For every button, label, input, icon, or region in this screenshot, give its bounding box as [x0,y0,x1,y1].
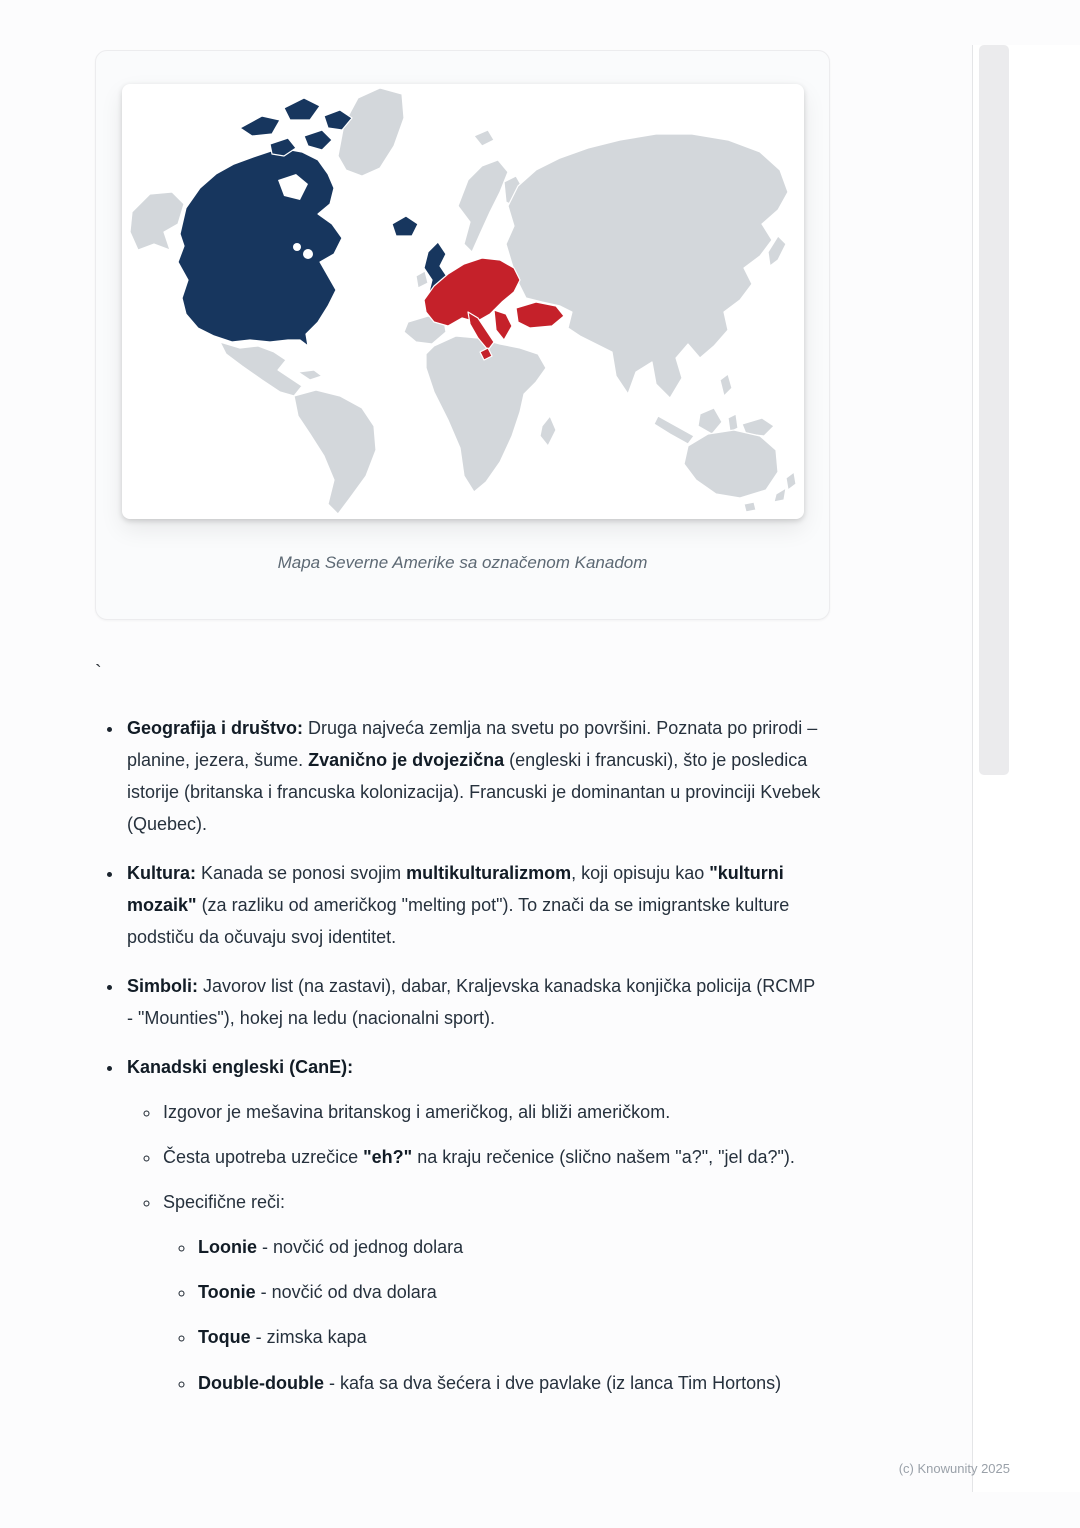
bold-text: Kultura: [127,863,196,884]
text: na kraju rečenice (slično našem "a?", "jel da?"). [412,1147,795,1168]
map-asia [506,134,788,398]
scrollbar-thumb[interactable] [979,45,1009,775]
text: - zimska kapa [250,1327,367,1348]
notes-list-level-1 [95,712,825,1399]
world-map [122,84,804,519]
text: Druga najveća zemlja na svetu po površini. Poznata po prirodi – planine, jezera, šume. [127,718,818,771]
map-new-zealand-north [786,472,796,490]
bold-text: Double-double [198,1372,324,1393]
map-arctic-island-4 [304,130,332,150]
list-item [124,857,825,953]
map-tasmania [744,502,756,512]
text: Kanada se ponosi svojim [196,863,407,884]
bold-text: Loonie [198,1237,257,1258]
map-card [95,50,830,620]
text: Javorov list (na zastavi), dabar, Kraljevska kanadska konjička policija (RCMP - "Mounties"), hokej na ledu (nacionalni sport). [127,976,815,1029]
map-sumatra-java [654,416,694,444]
text: - novčić od jednog dolara [257,1237,464,1258]
map-iceland [392,216,418,236]
text: Specifične reči: [163,1192,286,1213]
map-madagascar [540,416,556,446]
map-scandinavia [458,160,508,252]
notes-list-level-2 [127,1096,825,1398]
text: (engleski i francuski), što je posledica istorije (britanska i francuska kolonizacija). Francuski je dominantan u provinciji Kvebek (Quebec). [127,750,821,835]
map-arctic-island-2 [284,98,320,120]
list-item [161,1186,825,1398]
notes-list-root [95,712,825,1416]
text: Česta upotreba uzrečice [163,1147,364,1168]
notes-list-level-3 [163,1231,825,1398]
map-panel [122,84,804,519]
bold-text: multikulturalizmom [406,863,572,884]
list-item [161,1141,825,1173]
map-caption: Mapa Severne Amerike sa označenom Kanadom [277,553,648,572]
map-region-north-america-highlight [178,98,448,346]
bold-text: "kulturni mozaik" [127,863,784,916]
list-item [161,1096,825,1128]
map-great-lake-2 [293,243,301,251]
map-australia [684,430,778,498]
list-item [196,1276,825,1308]
scrollbar-track [972,45,1080,1492]
list-item [124,1051,825,1398]
text: - novčić od dva dolara [255,1282,437,1303]
list-item [196,1321,825,1353]
copyright-note: (c) Knowunity 2025 [898,1461,1010,1476]
text: , koji opisuju kao [571,863,710,884]
text: - kafa sa dva šećera i dve pavlake (iz lanca Tim Hortons) [323,1372,782,1393]
bold-text: Kanadski engleski (CanE): [127,1057,354,1078]
map-greenland [338,88,404,176]
stray-backtick: ` [95,662,102,684]
bold-text: Geografija i društvo: [127,718,304,738]
map-new-zealand-south [774,488,786,502]
list-item [124,712,825,840]
list-item [196,1367,825,1399]
list-item [124,970,825,1034]
bold-text: Zvanično je dvojezična [308,750,505,771]
text: (za razliku od američkog "melting pot"). To znači da se imigrantske kulture podstiču da očuvaju svoj identitet. [127,895,790,948]
map-balkans-greece [494,310,512,340]
map-canada-usa [178,148,342,346]
map-mexico [220,342,302,396]
bold-text: Simboli: [127,976,198,997]
map-ireland [416,271,428,288]
bold-text: "eh?" [363,1147,413,1168]
bold-text: Toonie [198,1282,256,1303]
map-great-lake-1 [303,249,313,259]
bold-text: Toque [198,1327,251,1348]
map-south-america [294,390,376,514]
map-borneo [698,408,722,434]
map-svalbard [474,130,494,146]
map-sulawesi [728,414,738,432]
list-item [196,1231,825,1263]
map-caribbean [298,370,322,380]
text: Izgovor je mešavina britanskog i američkog, ali bliži američkom. [163,1102,671,1123]
map-alaska [130,192,184,250]
map-arctic-island-1 [240,116,280,136]
map-philippines [720,374,732,396]
